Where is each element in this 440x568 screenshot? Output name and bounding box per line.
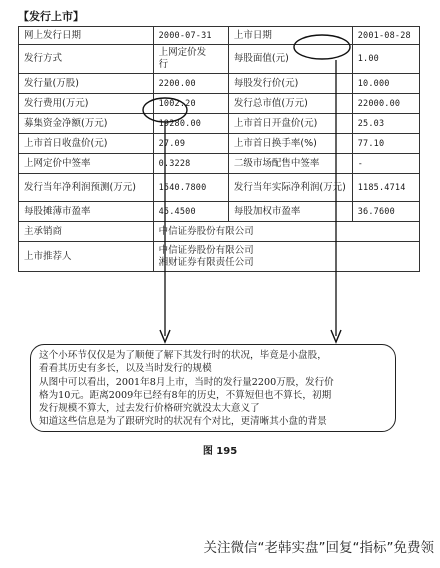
field-value-cell: 27.09 [153, 134, 228, 154]
field-value-cell: 19280.00 [153, 114, 228, 134]
field-value-cell: 45.4500 [153, 202, 228, 222]
watermark-text: 关注微信“老韩实盘”回复“指标”免费领 [203, 540, 434, 556]
field-label-cell: 每股面值(元) [228, 45, 352, 74]
field-value-cell: 10.000 [352, 74, 419, 94]
field-label-cell: 每股加权市盈率 [228, 202, 352, 222]
field-value-cell: 77.10 [352, 134, 419, 154]
field-label-cell: 上市首日换手率(%) [228, 134, 352, 154]
cell-line: 湘财证券有限责任公司 [158, 256, 254, 268]
field-label-cell: 发行方式 [19, 45, 154, 74]
field-label-cell: 发行当年净利润预测(万元) [19, 174, 154, 202]
annotation-note-box [30, 344, 396, 432]
field-label-cell: 上网定价中签率 [19, 154, 154, 174]
note-line: 知道这些信息是为了跟研究时的状况有个对比，更清晰其小盘的背景 [39, 416, 327, 428]
field-label-cell: 主承销商 [19, 222, 154, 242]
field-label-cell: 发行量(万股) [19, 74, 154, 94]
figure-caption: 图 195 [202, 446, 238, 457]
field-value-cell: 1002.20 [153, 94, 228, 114]
field-label-cell: 网上发行日期 [19, 27, 154, 45]
field-value-cell: 2000-07-31 [153, 27, 228, 45]
note-line: 发行规模不算大，过去发行价格研究就没太大意义了 [39, 403, 260, 415]
field-label-cell: 发行当年实际净利润(万元) [228, 174, 352, 202]
field-label-cell: 上市首日收盘价(元) [19, 134, 154, 154]
cell-line: 行 [158, 59, 169, 70]
highlight-circle-issue-volume [143, 98, 187, 122]
field-value-cell: 0.3228 [153, 154, 228, 174]
field-label-cell: 发行总市值(万元) [228, 94, 352, 114]
field-label-cell: 上市首日开盘价(元) [228, 114, 352, 134]
note-line: 这个小环节仅仅是为了顺便了解下其发行时的状况，毕竟是小盘股， [39, 350, 327, 361]
note-line: 格为10元。距离2009年已经有8年的历史，不算短但也不算长，初期 [39, 389, 332, 401]
field-label-cell: 募集资金净额(万元) [19, 114, 154, 134]
field-value-cell: 2001-08-28 [352, 27, 419, 45]
field-label-cell: 上市日期 [228, 27, 352, 45]
highlight-circle-listing-date [294, 35, 350, 59]
field-value-cell: 1540.7800 [153, 174, 228, 202]
field-value-cell: 1185.4714 [352, 174, 419, 202]
cell-line: 中信证券股份有限公司 [158, 244, 254, 256]
field-value-cell: - [352, 154, 419, 174]
field-label-cell: 上市推荐人 [19, 242, 154, 272]
field-label-cell: 每股发行价(元) [228, 74, 352, 94]
field-label-cell: 发行费用(万元) [19, 94, 154, 114]
field-value-cell: 1.00 [352, 45, 419, 74]
field-label-cell: 二级市场配售中签率 [228, 154, 352, 174]
note-line: 从图中可以看出，2001年8月上市，当时的发行量2200万股，发行价 [39, 376, 334, 388]
field-label-cell: 每股摊薄市盈率 [19, 202, 154, 222]
cell-line: 上网定价发 [158, 47, 207, 58]
field-value-cell: 中信证券股份有限公司 [153, 222, 419, 242]
field-value-cell: 36.7600 [352, 202, 419, 222]
field-value-cell: 25.03 [352, 114, 419, 134]
note-line: 看看其历史有多长，以及当时发行的规模 [39, 363, 212, 375]
section-title: 【发行上市】 [18, 10, 84, 23]
field-value-cell: 2200.00 [153, 74, 228, 94]
field-value-cell: 22000.00 [352, 94, 419, 114]
